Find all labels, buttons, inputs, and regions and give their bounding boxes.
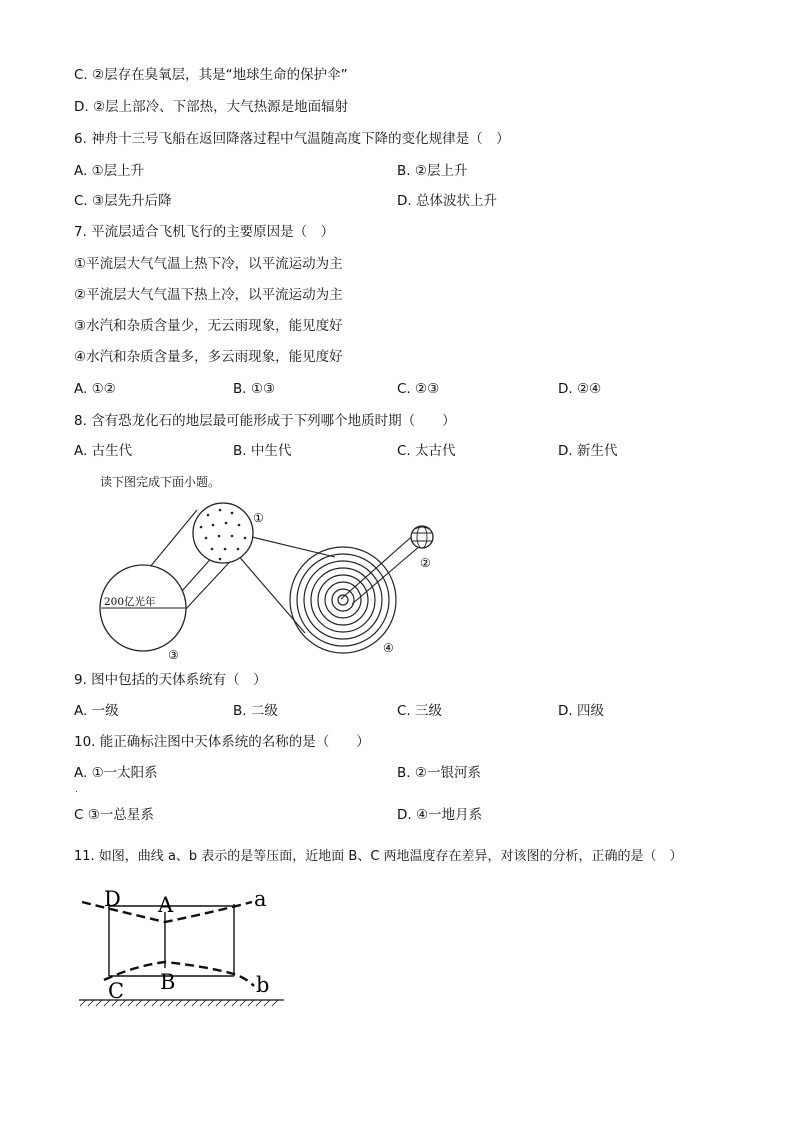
- q8-option-c: C. 太古代: [397, 443, 456, 459]
- q8-option-d: D. 新生代: [558, 443, 618, 459]
- q7-stem: 7. 平流层适合飞机飞行的主要原因是（ ）: [74, 224, 335, 240]
- q10-option-b: B. ②一银河系: [397, 765, 481, 781]
- q6-option-a: A. ①层上升: [74, 163, 145, 179]
- q7-option-d: D. ②④: [558, 381, 602, 397]
- concentric-rings: [290, 547, 396, 653]
- q7-option-c: C. ②③: [397, 381, 440, 397]
- q8-option-b: B. 中生代: [233, 443, 292, 459]
- q7-statement-1: ①平流层大气气温上热下冷，以平流运动为主: [74, 256, 343, 272]
- globe-icon: [411, 526, 433, 548]
- label-4: ④: [383, 641, 394, 655]
- stray-dot: .: [75, 785, 78, 795]
- q10-option-a: A. ①一太阳系: [74, 765, 158, 781]
- q5-option-c: C. ②层存在臭氧层，其是“地球生命的保护伞”: [74, 67, 348, 83]
- label-B: B: [160, 970, 176, 994]
- figure-intro: 读下图完成下面小题。: [100, 475, 221, 489]
- label-D: D: [104, 887, 121, 911]
- isobar-b: [104, 962, 254, 986]
- label-A: A: [158, 893, 174, 917]
- circle-1-dotted: [193, 503, 253, 563]
- label-3: ③: [168, 648, 179, 662]
- q9-stem: 9. 图中包括的天体系统有（ ）: [74, 672, 267, 688]
- q7-statement-4: ④水汽和杂质含量多，多云雨现象，能见度好: [74, 349, 343, 365]
- q9-option-a: A. 一级: [74, 703, 119, 719]
- q7-statement-3: ③水汽和杂质含量少，无云雨现象，能见度好: [74, 318, 343, 334]
- q9-option-c: C. 三级: [397, 703, 443, 719]
- q7-option-b: B. ①③: [233, 381, 276, 397]
- q7-option-a: A. ①②: [74, 381, 116, 397]
- label-a: a: [254, 887, 267, 911]
- label-C: C: [108, 979, 125, 1003]
- q10-option-c: C ③一总星系: [74, 807, 154, 823]
- radius-label: 200亿光年: [104, 596, 156, 608]
- q6-stem: 6. 神舟十三号飞船在返回降落过程中气温随高度下降的变化规律是（ ）: [74, 131, 510, 147]
- celestial-systems-figure: [90, 495, 450, 665]
- q7-statement-2: ②平流层大气气温下热上冷，以平流运动为主: [74, 287, 343, 303]
- q8-stem: 8. 含有恐龙化石的地层最可能形成于下列哪个地质时期（ ）: [74, 413, 456, 429]
- label-1: ①: [253, 511, 264, 525]
- label-b: b: [256, 973, 270, 997]
- q8-option-a: A. 古生代: [74, 443, 133, 459]
- q5-option-d: D. ②层上部冷、下部热，大气热源是地面辐射: [74, 99, 349, 115]
- q9-option-d: D. 四级: [558, 703, 604, 719]
- q6-option-d: D. 总体波状上升: [397, 193, 497, 209]
- q10-stem: 10. 能正确标注图中天体系统的名称的是（ ）: [74, 734, 370, 750]
- q6-option-b: B. ②层上升: [397, 163, 468, 179]
- label-2: ②: [420, 556, 431, 570]
- q10-option-d: D. ④一地月系: [397, 807, 483, 823]
- q9-option-b: B. 二级: [233, 703, 278, 719]
- q6-option-c: C. ③层先升后降: [74, 193, 172, 209]
- q11-stem: 11. 如图，曲线 a、b 表示的是等压面，近地面 B、C 两地温度存在差异，对该图的分析，正确的是（ ）: [74, 849, 683, 864]
- isobar-figure: [74, 880, 289, 1010]
